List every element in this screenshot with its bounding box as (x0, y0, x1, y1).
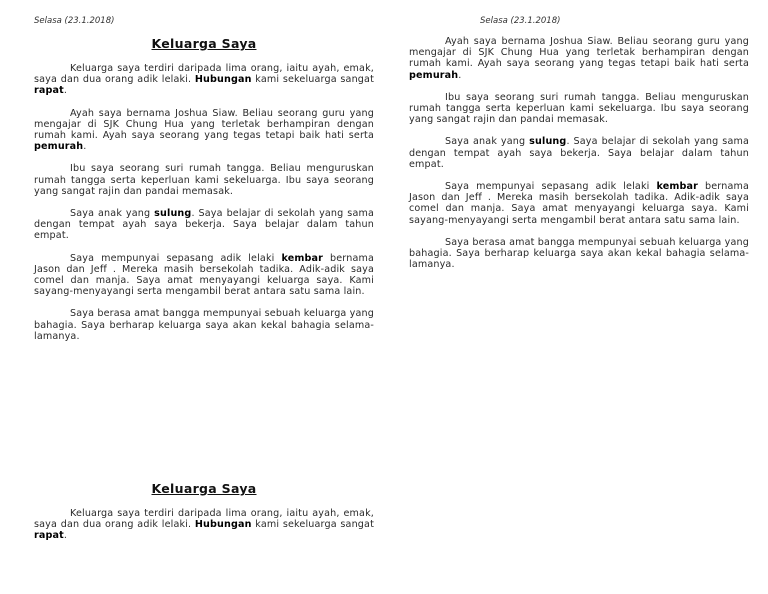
essay-paragraph: Ibu saya seorang suri rumah tangga. Beliau menguruskan rumah tangga serta keperluan kami sekeluarga. Ibu saya seorang yang sangat rajin dan pandai memasak. (409, 91, 749, 126)
essay-paragraph: Ayah saya bernama Joshua Siaw. Beliau seorang guru yang mengajar di SJK Chung Hua yang terletak berhampiran dengan rumah kami. Ayah saya seorang yang tegas tetapi baik hati serta pemurah. (34, 107, 374, 153)
date-label: Selasa (23.1.2018) (34, 16, 115, 26)
essay-paragraph: Saya berasa amat bangga mempunyai sebuah keluarga yang bahagia. Saya berharap keluarga saya akan kekal bahagia selama-lamanya. (409, 236, 749, 271)
essay-title: Keluarga Saya (151, 481, 257, 496)
essay-paragraph: Saya mempunyai sepasang adik lelaki kembar bernama Jason dan Jeff . Mereka masih bersekolah tadika. Adik-adik saya comel dan manja. Saya amat menyayangi keluarga saya. Kami sayang-menyayangi serta mengambil berat antara satu sama lain. (34, 252, 374, 298)
essay-paragraph: Saya anak yang sulung. Saya belajar di sekolah yang sama dengan tempat ayah saya bekerja. Saya belajar dalam tahun empat. (409, 136, 750, 170)
essay-paragraph: Ayah saya bernama Joshua Siaw. Beliau seorang guru yang mengajar di SJK Chung Hua yang terletak berhampiran dengan rumah kami. Ayah saya seorang yang tegas tetapi baik hati serta pemurah. (409, 36, 749, 81)
essay-right-column (409, 36, 749, 281)
essay-top-left (34, 36, 374, 353)
essay-paragraph: Keluarga saya terdiri daripada lima orang, iaitu ayah, emak, saya dan dua orang adik lelaki. Hubungan kami sekeluarga sangat rapat. (34, 63, 374, 97)
essay-paragraph: Saya mempunyai sepasang adik lelaki kembar bernama Jason dan Jeff . Mereka masih bersekolah tadika. Adik-adik saya comel dan manja. Saya amat menyayangi keluarga saya. Kami sayang-menyayangi serta mengambil berat antara satu sama lain. (409, 181, 749, 226)
essay-bottom-left (34, 481, 374, 553)
essay-title: Keluarga Saya (151, 36, 257, 51)
date-label: Selasa (23.1.2018) (480, 16, 561, 26)
essay-paragraph: Ibu saya seorang suri rumah tangga. Beliau menguruskan rumah tangga serta keperluan kami sekeluarga. Ibu saya seorang yang sangat rajin dan pandai memasak. (34, 163, 374, 197)
essay-paragraph: Keluarga saya terdiri daripada lima orang, iaitu ayah, emak, saya dan dua orang adik lelaki. Hubungan kami sekeluarga sangat rapat. (34, 508, 374, 542)
essay-paragraph: Saya berasa amat bangga mempunyai sebuah keluarga yang bahagia. Saya berharap keluarga saya akan kekal bahagia selama-lamanya. (34, 308, 374, 342)
essay-paragraph: Saya anak yang sulung. Saya belajar di sekolah yang sama dengan tempat ayah saya bekerja. Saya belajar dalam tahun empat. (34, 208, 375, 242)
